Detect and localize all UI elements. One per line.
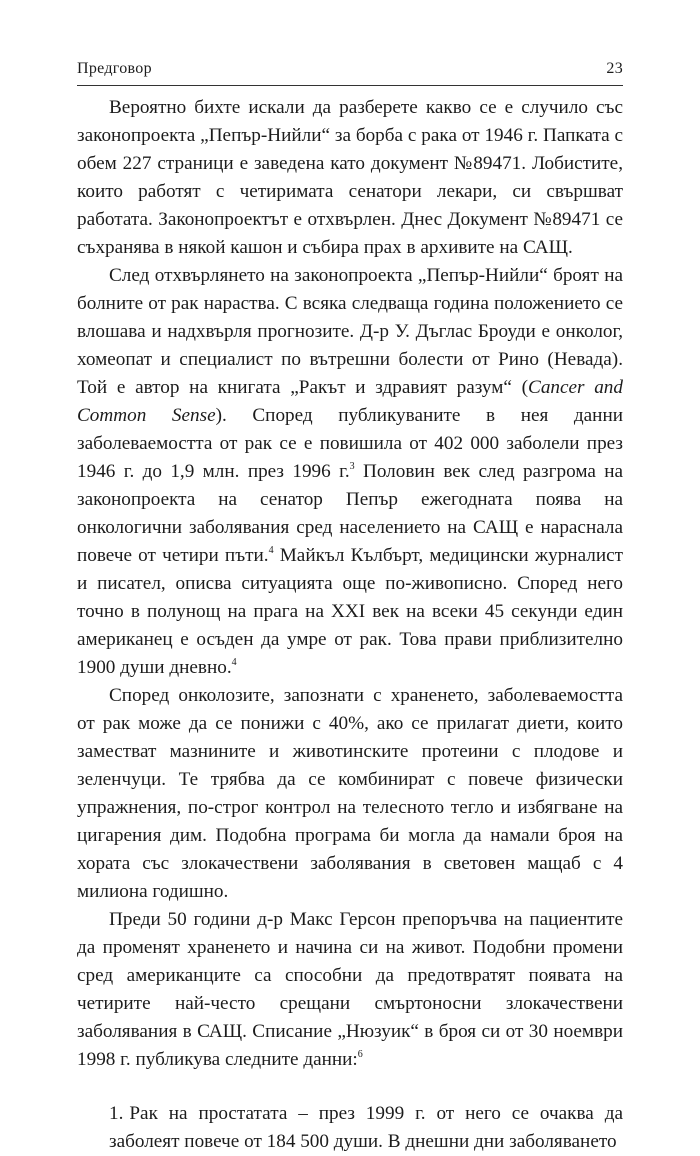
list-item-number: 1. <box>109 1103 124 1124</box>
chapter-title: Предговор <box>77 60 152 77</box>
footnote-ref-4: 4 <box>268 545 274 556</box>
page-body <box>77 94 623 1156</box>
footnote-ref-3: 3 <box>349 461 355 472</box>
paragraph-text-a: След отхвърлянето на законопроекта „Пепър-Нийли“ броят на болните от рак нараства. С всяка следваща година положението се влошава и надхвърля прогнозите. Д-р У. Дъглас Броуди е онколог, хомеопат и специалист по вътрешни болести от Рино (Невада). Той е автор на книгата „Ракът и здравият разум“ ( <box>77 265 623 398</box>
running-header <box>77 60 623 78</box>
footnote-ref-4b: 4 <box>231 657 237 668</box>
paragraph-text: Вероятно бихте искали да разберете какво се е случило със законопроекта „Пепър-Нийли“ за борба с рака от 1946 г. Папката с обем 227 страници е заведена като документ №89471. Лобистите, които работят с четиримата сенатори лекари, си свършват работата. Законопроектът е отхвърлен. Днес Документ №89471 се съхранява в някой кашон и събира прах в архивите на САЩ. <box>77 97 623 258</box>
paragraph-text: Според онколозите, запознати с храненето, заболеваемостта от рак може да се понижи с 40%, ако се прилагат диети, които заместват мазнините и животинските протеини с плодове и зеленчуци. Те трябва да се комбинират с повече физически упражнения, по-строг контрол на телесното тегло и избягване на цигарения дим. Подобна програма би могла да намали броя на хората със злокачествени заболявания в световен мащаб с 4 милиона годишно. <box>77 685 623 902</box>
paragraph-text-c: Половин век след разгрома на законопроекта на сенатор Пепър ежегодната поява на онкологични заболявания сред населението на САЩ е нараснала повече от четири пъти. <box>77 461 623 566</box>
numbered-list <box>77 1100 623 1156</box>
header-rule <box>77 85 623 86</box>
footnote-ref-6: 6 <box>357 1049 363 1060</box>
page-number: 23 <box>606 60 623 77</box>
paragraph-3 <box>77 682 623 906</box>
book-title-english: Cancer and Common Sense <box>77 377 623 426</box>
list-item <box>77 1100 623 1156</box>
paragraph-2 <box>77 262 623 682</box>
paragraph-4 <box>77 906 623 1074</box>
paragraph-text-d: Майкъл Кълбърт, медицински журналист и писател, описва ситуацията още по-живописно. Според него точно в полунощ на прага на XXI век на всеки 45 секунди един американец е осъден да умре от рак. Това прави приблизително 1900 души дневно. <box>77 545 623 678</box>
paragraph-text: Преди 50 години д-р Макс Герсон препоръчва на пациентите да променят храненето и начина си на живот. Подобни промени сред американците са способни да предотвратят появата на четирите най-често срещани смъртоносни злокачествени заболявания в САЩ. Списание „Нюзуик“ в броя си от 30 ноември 1998 г. публикува следните данни: <box>77 909 623 1070</box>
paragraph-1 <box>77 94 623 262</box>
paragraph-text-b: ). Според публикуваните в нея данни заболеваемостта от рак се е повишила от 402 000 заболели през 1946 г. до 1,9 млн. през 1996 г. <box>77 405 623 482</box>
list-item-text: Рак на простатата – през 1999 г. от него се очаква да заболеят повече от 184 500 души. В днешни дни заболяването <box>109 1103 623 1152</box>
